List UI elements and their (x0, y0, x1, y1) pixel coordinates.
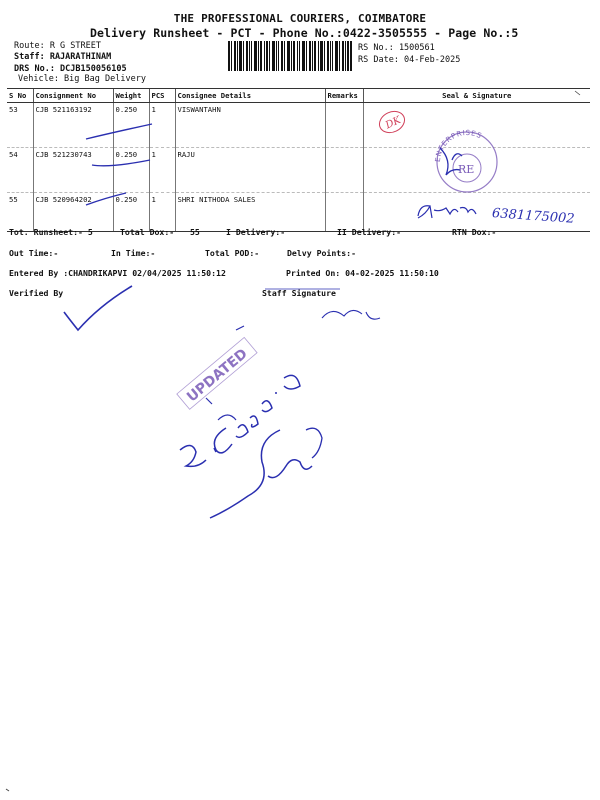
cell-remarks (325, 148, 363, 193)
printed-on: Printed On: 04-02-2025 11:50:10 (286, 268, 439, 278)
table-header-row (7, 89, 590, 103)
cell-sno: 54 (7, 148, 33, 193)
cell-remarks (325, 193, 363, 232)
total-dox-label: Total Dox:- (120, 227, 175, 237)
pen-stroke (206, 398, 236, 420)
pen-stroke (236, 326, 244, 330)
updated-stamp (177, 337, 257, 409)
handwritten-phone: 6381175002 (491, 206, 576, 227)
total-pod: Total POD:- (205, 248, 260, 258)
staff-label: Staff: RAJARATHINAM (14, 52, 112, 62)
cell-seal (363, 193, 590, 232)
column-header: Remarks (325, 89, 363, 103)
pen-stroke (210, 430, 312, 518)
tot-runsheet: Tot. Runsheet:- 5 (9, 227, 93, 237)
cell-consignment: CJB 521230743 (33, 148, 113, 193)
i-delivery: I Delivery:- (226, 227, 286, 237)
cell-consignee: VISWANTAHN (175, 103, 325, 148)
column-header: Consignment No (33, 89, 113, 103)
column-header: PCS (149, 89, 175, 103)
in-time: In Time:- (111, 248, 156, 258)
cell-weight: 0.250 (113, 193, 149, 232)
runsheet-table (7, 88, 590, 232)
updated-stamp-text: UPDATED (183, 345, 251, 406)
cell-pcs: 1 (149, 103, 175, 148)
rtn-dox: RTN Dox:- (452, 227, 497, 237)
route-label: Route: R G STREET (14, 41, 101, 51)
rs-date: RS Date: 04-Feb-2025 (358, 55, 461, 65)
svg-text:DK: DK (383, 114, 403, 132)
cell-sno: 53 (7, 103, 33, 148)
vehicle-label: Vehicle: Big Bag Delivery (18, 74, 146, 84)
cell-consignment: CJB 520964202 (33, 193, 113, 232)
drs-number: DRS No.: DCJB150056105 (14, 64, 127, 74)
column-header: Weight (113, 89, 149, 103)
cell-consignee: SHRI NITHODA SALES (175, 193, 325, 232)
total-dox-value: 55 (190, 227, 200, 237)
cell-sno: 55 (7, 193, 33, 232)
ii-delivery: II Delivery:- (337, 227, 402, 237)
pen-stroke (322, 310, 380, 319)
cell-pcs: 1 (149, 193, 175, 232)
cell-consignee: RAJU (175, 148, 325, 193)
table-row (7, 193, 590, 232)
out-time: Out Time:- (9, 248, 59, 258)
cell-seal (363, 148, 590, 193)
re-stamp-text: RE (458, 163, 475, 176)
table-row (7, 103, 590, 148)
enterprises-stamp-text: ENTERPRISES (433, 128, 484, 163)
entered-by: Entered By :CHANDRIKAPVI 02/04/2025 11:50:12 (9, 268, 226, 278)
company-title: THE PROFESSIONAL COURIERS, COIMBATORE (173, 12, 427, 25)
cell-weight: 0.250 (113, 148, 149, 193)
cell-weight: 0.250 (113, 103, 149, 148)
cell-pcs: 1 (149, 148, 175, 193)
pen-stroke (6, 789, 9, 791)
cell-consignment: CJB 521163192 (33, 103, 113, 148)
pen-stroke (64, 286, 132, 330)
verified-by: Verified By (9, 288, 64, 298)
pen-stroke (180, 375, 300, 466)
cell-remarks (325, 103, 363, 148)
staff-signature-label: Staff Signature (262, 288, 336, 298)
rs-number: RS No.: 1500561 (358, 43, 435, 53)
column-header: Consignee Details (175, 89, 325, 103)
column-header: Seal & Signature (363, 89, 590, 103)
pen-stroke (306, 428, 322, 458)
barcode-image (228, 41, 352, 71)
runsheet-subtitle: Delivery Runsheet - PCT - Phone No.:0422-3505555 - Page No.:5 (90, 26, 519, 40)
column-header: S No (7, 89, 33, 103)
cell-seal (363, 103, 590, 148)
table-row (7, 148, 590, 193)
delvy-points: Delvy Points:- (287, 248, 357, 258)
